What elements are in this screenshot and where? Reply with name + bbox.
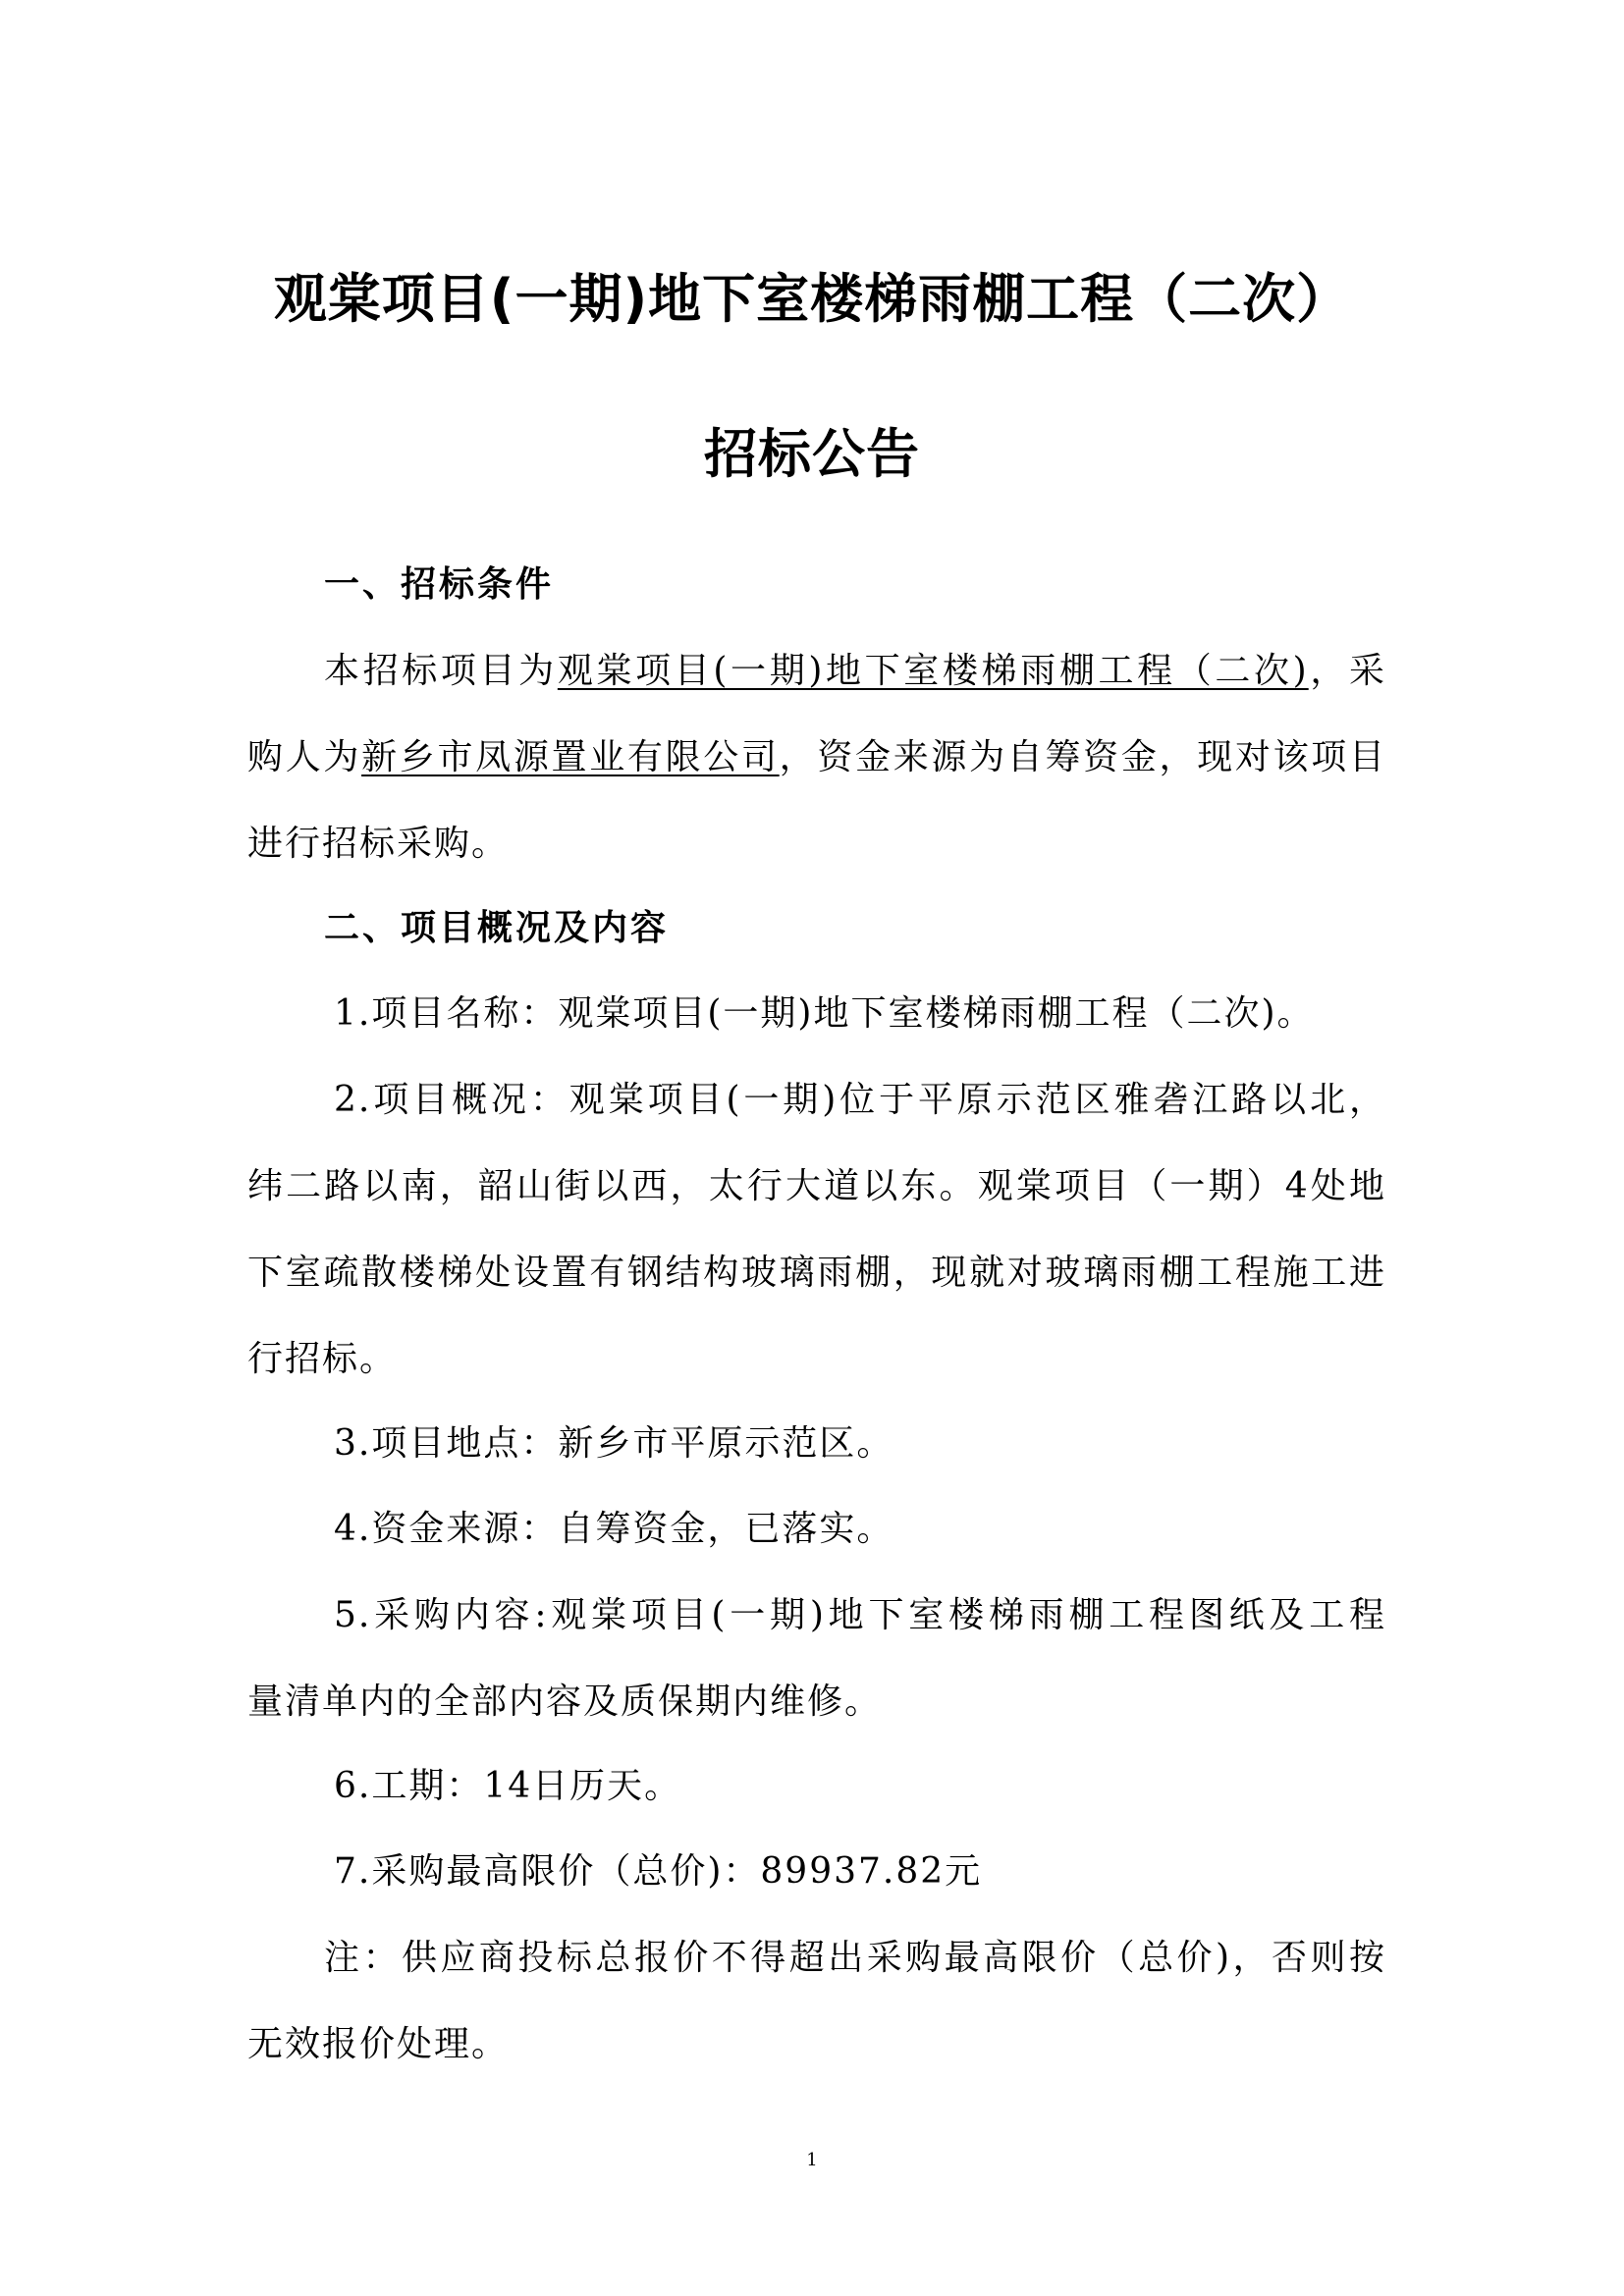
- paragraph-line: 无效报价处理。: [247, 2024, 510, 2064]
- paragraph-line: [247, 650, 1386, 693]
- paragraph-text: 本招标项目为: [324, 651, 558, 691]
- item-max-price: 7.采购最高限价（总价)：89937.82元: [334, 1851, 983, 1892]
- paragraph-text: ，资金来源为自筹资金，现对该项目: [779, 737, 1386, 777]
- item-project-name: 1.项目名称：观棠项目(一期)地下室楼梯雨棚工程（二次)。: [334, 993, 1315, 1034]
- section-heading-bidding-conditions: 一、招标条件: [324, 564, 555, 605]
- paragraph-line: 量清单内的全部内容及质保期内维修。: [247, 1682, 883, 1722]
- paragraph-text: ，采: [1308, 651, 1386, 691]
- buyer-name-underlined: 新乡市凤源置业有限公司: [361, 737, 780, 777]
- page-number: 1: [806, 2150, 818, 2170]
- project-name-underlined: 观棠项目(一期)地下室楼梯雨棚工程（二次): [557, 651, 1309, 691]
- paragraph-line: [247, 736, 1386, 779]
- document-subtitle: 招标公告: [704, 423, 920, 485]
- paragraph-line: 行招标。: [247, 1339, 398, 1379]
- paragraph-line: 纬二路以南，韶山街以西，太行大道以东。观棠项目（一期）4处地: [247, 1166, 1386, 1206]
- note-text: 注：供应商投标总报价不得超出采购最高限价（总价)，否则按: [324, 1938, 1386, 1978]
- section-heading-project-overview: 二、项目概况及内容: [324, 908, 670, 948]
- item-duration: 6.工期：14日历天。: [334, 1766, 682, 1806]
- item-project-overview: 2.项目概况：观棠项目(一期)位于平原示范区雅砻江路以北，: [334, 1080, 1386, 1120]
- item-procurement-content: 5.采购内容:观棠项目(一期)地下室楼梯雨棚工程图纸及工程: [334, 1595, 1386, 1635]
- document-title: 观棠项目(一期)地下室楼梯雨棚工程（二次）: [273, 268, 1351, 330]
- paragraph-text: 购人为: [247, 737, 362, 777]
- item-funding-source: 4.资金来源：自筹资金，已落实。: [334, 1509, 894, 1549]
- item-project-location: 3.项目地点：新乡市平原示范区。: [334, 1423, 894, 1464]
- paragraph-line: 进行招标采购。: [247, 824, 510, 864]
- paragraph-line: 下室疏散楼梯处设置有钢结构玻璃雨棚，现就对玻璃雨棚工程施工进: [247, 1253, 1386, 1293]
